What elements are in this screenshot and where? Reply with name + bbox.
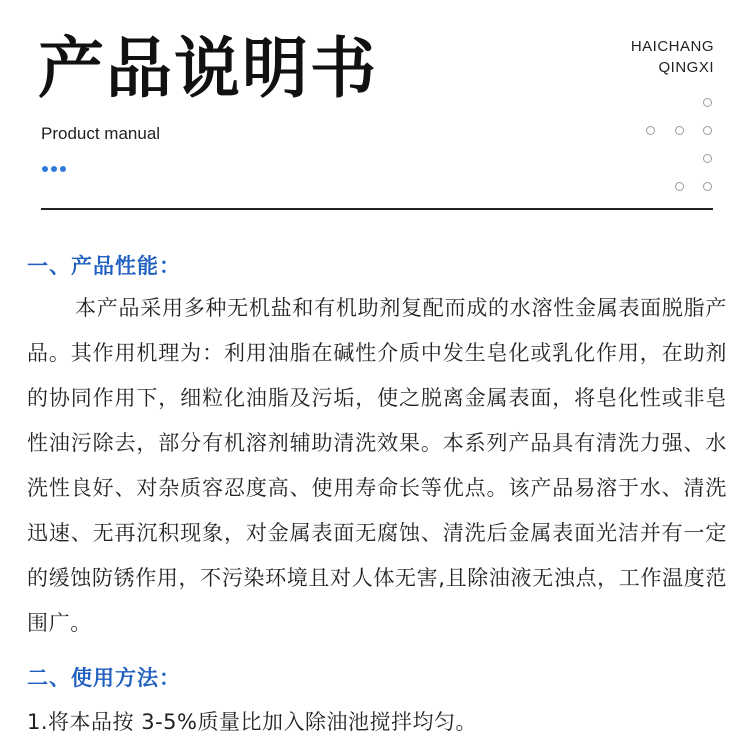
performance-paragraph: 本产品采用多种无机盐和有机助剂复配而成的水溶性金属表面脱脂产品。其作用机理为：利用油脂在碱性介质中发生皂化或乳化作用，在助剂的协同作用下，细粒化油脂及污垢，使之脱离金属表面，将皂化性或非皂性油污除去，部分有机溶剂辅助清洗效果。本系列产品具有清洗力强、水洗性良好、对杂质容忍度高、使用寿命长等优点。该产品易溶于水、清洗迅速、无再沉积现象，对金属表面无腐蚀、清洗后金属表面光洁并有一定的缓蚀防锈作用，不污染环境且对人体无害,且除油液无浊点，工作温度范围广。 (27, 296, 727, 635)
blue-dot (60, 166, 66, 172)
header-divider (41, 208, 713, 210)
decorative-circle (703, 126, 712, 135)
blue-dot (42, 166, 48, 172)
page-title: 产品说明书 (38, 30, 378, 107)
brand-name (631, 36, 714, 78)
brand-line-2: QINGXI (658, 59, 714, 76)
decorative-circle (675, 126, 684, 135)
blue-dot (51, 166, 57, 172)
section-heading-usage: 二、使用方法： (27, 666, 181, 690)
usage-step-1: 1.将本品按 3-5%质量比加入除油池搅拌均匀。 (27, 710, 477, 734)
page-subtitle: Product manual (41, 124, 161, 143)
brand-line-1: HAICHANG (630, 38, 714, 55)
decorative-circle (703, 154, 712, 163)
decorative-circle (646, 126, 655, 135)
section-heading-performance: 一、产品性能： (27, 254, 181, 278)
decorative-circle (703, 98, 712, 107)
decorative-circle (675, 182, 684, 191)
decorative-circle (703, 182, 712, 191)
decorative-blue-dots (42, 166, 69, 174)
